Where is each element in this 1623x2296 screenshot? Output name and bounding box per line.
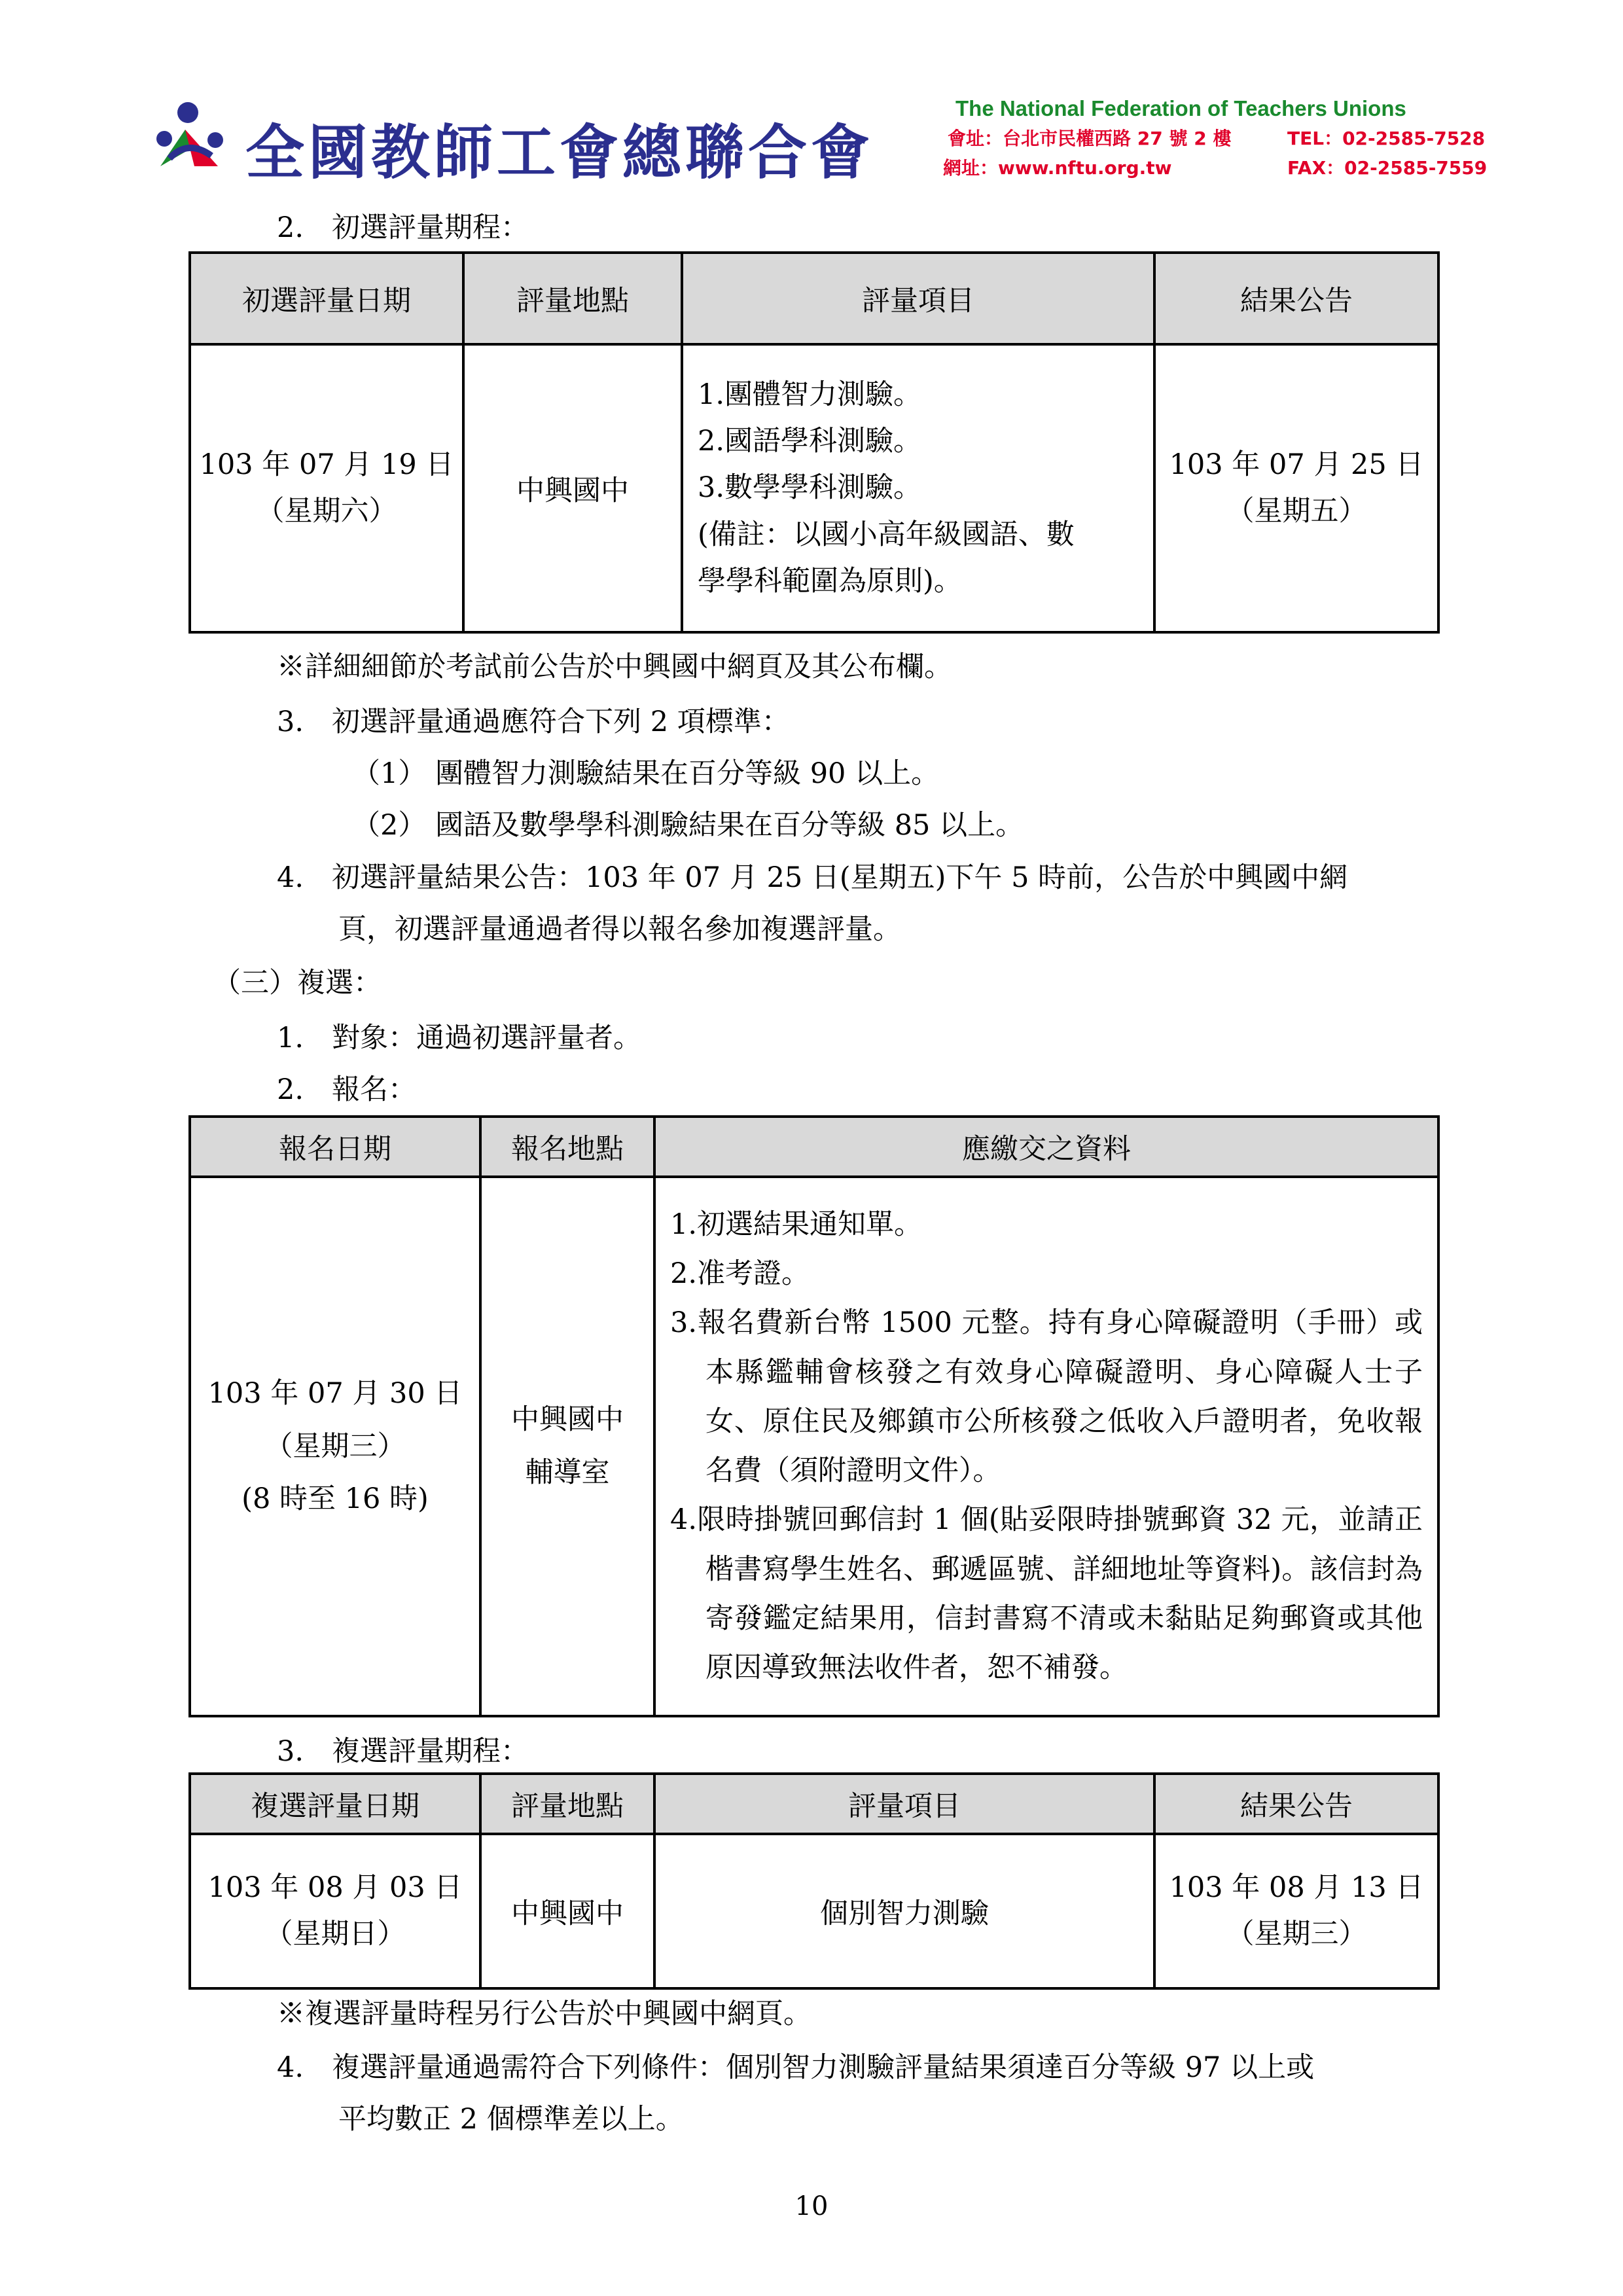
final-date: 103 年 08 月 03 日: [207, 1871, 463, 1904]
reg-room: 輔導室: [525, 1456, 610, 1489]
org-english-name: The National Federation of Teachers Unions: [955, 96, 1406, 120]
reg-location-cell: [480, 1177, 654, 1716]
final-location: 中興國中: [480, 1834, 654, 1988]
exam-items-cell: [682, 344, 1154, 632]
fax: FAX：02-2585-7559: [1287, 157, 1488, 179]
pass-criteria-line: 平均數正 2 個標準差以上。: [338, 2103, 684, 2136]
criteria-item: （2） 國語及數學學科測驗結果在百分等級 85 以上。: [352, 809, 1024, 842]
reg-date: 103 年 07 月 30 日: [207, 1376, 463, 1410]
header-items: 評量項目: [682, 253, 1154, 344]
documents-cell: [654, 1177, 1438, 1716]
table-row: [190, 1834, 1438, 1988]
criteria-heading: 3. 初選評量通過應符合下列 2 項標準：: [277, 706, 790, 738]
note-details: ※詳細細節於考試前公告於中興國中網頁及其公布欄。: [277, 651, 952, 683]
final-schedule-table: [188, 1772, 1440, 1990]
address: 會址：台北市民權西路 27 號 2 樓: [948, 128, 1232, 149]
website: 網址：www.nftu.org.tw: [943, 157, 1172, 179]
pass-criteria-line: 4. 複選評量通過需符合下列條件：個別智力測驗評量結果須達百分等級 97 以上或: [277, 2051, 1315, 2084]
document-item: 1.初選結果通知單。: [670, 1208, 923, 1241]
section-title: （三）複選：: [213, 967, 382, 999]
exam-item: 1.團體智力測驗。: [698, 378, 922, 411]
reg-hours: (8 時至 16 時): [241, 1482, 429, 1516]
union-logo-icon: [147, 93, 232, 178]
final-result-weekday: （星期三）: [1226, 1918, 1367, 1950]
header-final-date: 複選評量日期: [190, 1774, 480, 1834]
result-weekday: （星期五）: [1226, 495, 1367, 528]
table-header-row: [190, 1117, 1438, 1177]
registration-heading: 2. 報名：: [277, 1073, 417, 1106]
final-result-cell: [1154, 1834, 1438, 1988]
preliminary-schedule-table: [188, 251, 1440, 634]
exam-item-note: 學學科範圍為原則)。: [698, 565, 962, 598]
exam-item: 2.國語學科測驗。: [698, 424, 922, 457]
table-row: [190, 1177, 1438, 1716]
header-date: 初選評量日期: [190, 253, 463, 344]
exam-item: 3.數學學科測驗。: [698, 471, 922, 505]
exam-item-note: (備註：以國小高年級國語、數: [698, 518, 1075, 551]
reg-date-cell: [190, 1177, 480, 1716]
document-item: 4.限時掛號回郵信封 1 個(貼妥限時掛號郵資 32 元，並請正楷書寫學生姓名、郵遞區號、詳細地址等資料)。該信封為寄發鑑定結果用，信封書寫不清或未黏貼足夠郵資或其他原因導致無法收件者，恕不補發。: [670, 1503, 1423, 1684]
document-item: 3.報名費新台幣 1500 元整。持有身心障礙證明（手冊）或本縣鑑輔會核發之有效身心障礙證明、身心障礙人士子女、原住民及鄉鎮市公所核發之低收入戶證明者，免收報名費（須附證明文件）。: [670, 1306, 1423, 1487]
header-reg-date: 報名日期: [190, 1117, 480, 1177]
final-item: 個別智力測驗: [654, 1834, 1154, 1988]
result-date-cell: [1154, 344, 1438, 632]
header-reg-location: 報名地點: [480, 1117, 654, 1177]
criteria-item: （1） 團體智力測驗結果在百分等級 90 以上。: [352, 757, 940, 790]
target-line: 1. 對象：通過初選評量者。: [277, 1022, 642, 1054]
header-final-result: 結果公告: [1154, 1774, 1438, 1834]
logo-text: 全國教師工會總聯合會: [245, 118, 874, 187]
tel: TEL：02-2585-7528: [1287, 128, 1486, 149]
header-result: 結果公告: [1154, 253, 1438, 344]
final-weekday: （星期日）: [264, 1918, 406, 1950]
document-item: 2.准考證。: [670, 1257, 810, 1290]
reg-location: 中興國中: [511, 1403, 624, 1437]
table-header-row: [190, 253, 1438, 344]
exam-date-cell: [190, 344, 463, 632]
final-schedule-heading: 3. 複選評量期程：: [277, 1735, 529, 1768]
header-final-items: 評量項目: [654, 1774, 1154, 1834]
table-row: [190, 344, 1438, 632]
registration-table: [188, 1115, 1440, 1717]
exam-date: 103 年 07 月 19 日: [199, 448, 454, 481]
announcement-line: 頁，初選評量通過者得以報名參加複選評量。: [338, 913, 901, 946]
header-final-location: 評量地點: [480, 1774, 654, 1834]
announcement-line: 4. 初選評量結果公告：103 年 07 月 25 日(星期五)下午 5 時前，公告於中興國中網: [277, 861, 1348, 894]
final-date-cell: [190, 1834, 480, 1988]
exam-location: 中興國中: [463, 344, 682, 632]
reg-weekday: （星期三）: [264, 1429, 406, 1463]
header-documents: 應繳交之資料: [654, 1117, 1438, 1177]
note-final-schedule: ※複選評量時程另行公告於中興國中網頁。: [277, 1998, 812, 2030]
result-date: 103 年 07 月 25 日: [1169, 448, 1424, 481]
table-header-row: [190, 1774, 1438, 1834]
logo: [147, 93, 874, 187]
schedule-heading: 2. 初選評量期程：: [277, 211, 529, 244]
page-number: 10: [794, 2191, 829, 2221]
header-location: 評量地點: [463, 253, 682, 344]
final-result-date: 103 年 08 月 13 日: [1169, 1871, 1424, 1904]
exam-weekday: （星期六）: [256, 495, 397, 528]
